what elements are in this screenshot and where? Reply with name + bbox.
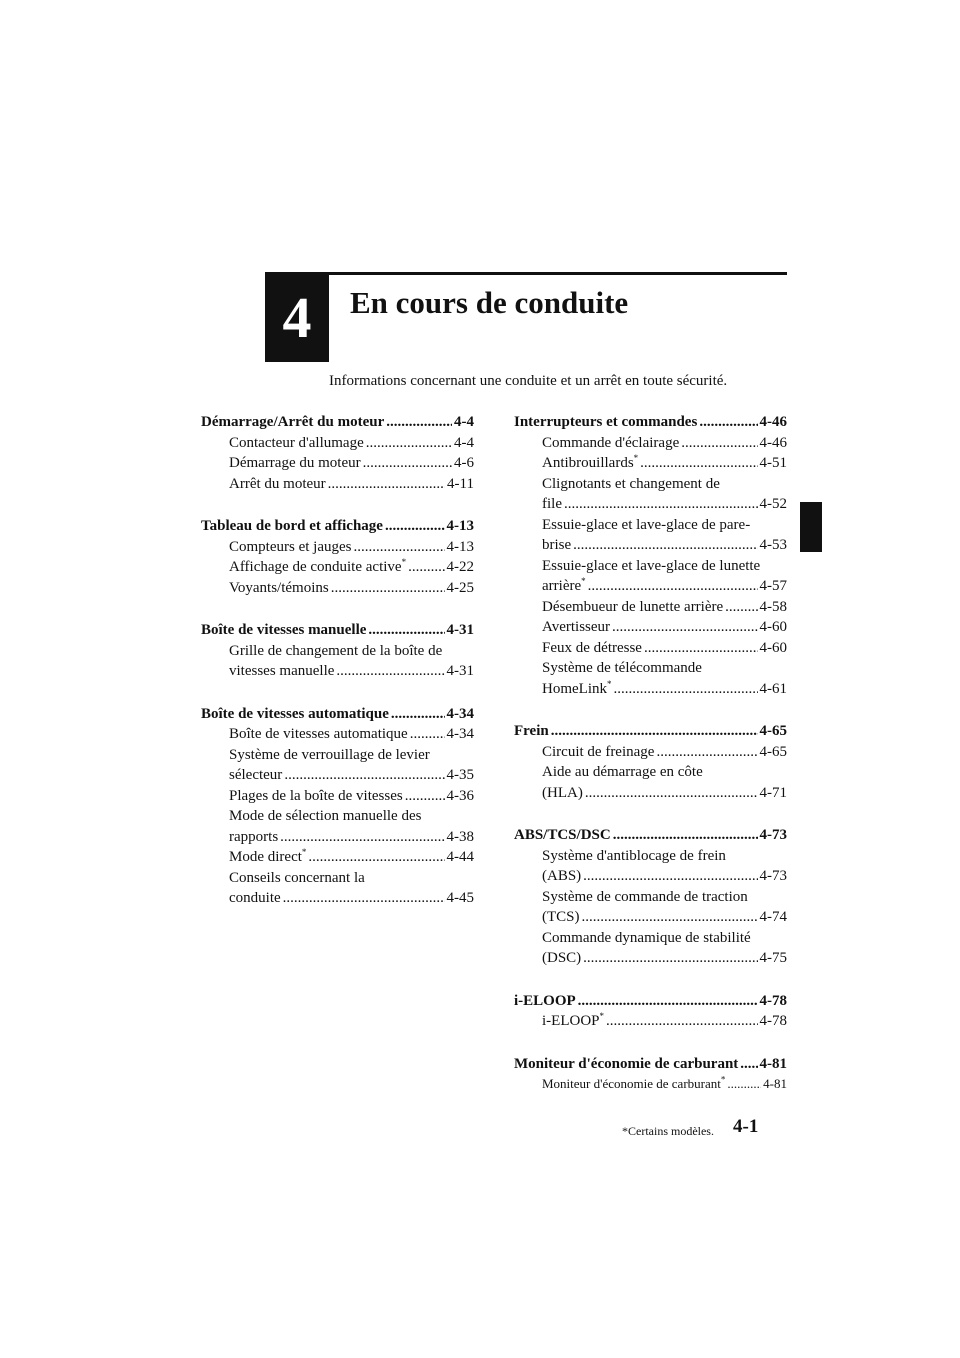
leader-dots bbox=[606, 1011, 758, 1032]
leader-dots bbox=[564, 494, 758, 515]
toc-entry-lead-text: Mode de sélection manuelle des bbox=[229, 808, 422, 824]
footnote-star: * bbox=[720, 1074, 726, 1085]
toc-entry-label: rapports bbox=[229, 828, 279, 845]
toc-entry-lead-text: Essuie-glace et lave-glace de pare- bbox=[542, 516, 751, 533]
leader-dots bbox=[405, 786, 445, 807]
footnote-star: * bbox=[633, 453, 639, 463]
toc-entry-label: (DSC) bbox=[542, 950, 582, 966]
toc-entry-text bbox=[229, 724, 408, 745]
toc-entry-label: Contacteur d'allumage bbox=[229, 434, 364, 451]
chapter-title: En cours de conduite bbox=[350, 285, 629, 320]
toc-entry-text bbox=[542, 433, 679, 454]
toc-entry-label: Boîte de vitesses automatique bbox=[229, 726, 408, 742]
page-number: 4-1 bbox=[733, 1116, 759, 1137]
toc-entry-lead-text: Commande dynamique de stabilité bbox=[542, 929, 751, 946]
toc-section bbox=[201, 620, 474, 682]
toc-heading[interactable] bbox=[514, 991, 787, 1012]
toc-entry[interactable] bbox=[201, 578, 474, 599]
toc-entry-lead[interactable] bbox=[514, 928, 787, 949]
toc-entry-text bbox=[542, 576, 586, 597]
toc-entry-text bbox=[229, 433, 364, 454]
toc-entry[interactable] bbox=[201, 433, 474, 454]
toc-entry-page: 4-51 bbox=[759, 455, 787, 471]
toc-heading-text: Frein bbox=[514, 723, 549, 739]
toc-entry-label: Désembueur de lunette arrière bbox=[542, 598, 724, 615]
leader-dots bbox=[386, 412, 452, 433]
toc-entry[interactable] bbox=[514, 742, 787, 763]
toc-entry[interactable] bbox=[514, 597, 787, 618]
toc-entry-label: Plages de la boîte de vitesses bbox=[229, 787, 403, 804]
toc-entry-page: 4-46 bbox=[759, 434, 787, 451]
toc-entry-lead[interactable] bbox=[514, 515, 787, 536]
toc-heading[interactable] bbox=[514, 412, 787, 433]
toc-section bbox=[201, 704, 474, 909]
leader-dots bbox=[640, 453, 757, 474]
toc-section bbox=[514, 721, 787, 803]
toc-entry-label: Démarrage du moteur bbox=[229, 455, 361, 471]
toc-entry[interactable] bbox=[514, 638, 787, 659]
toc-entry-label: sélecteur bbox=[229, 767, 283, 783]
toc-entry-text bbox=[542, 1074, 725, 1095]
leader-dots bbox=[331, 578, 445, 599]
toc-entry[interactable] bbox=[514, 783, 787, 804]
toc-entry[interactable] bbox=[201, 888, 474, 909]
toc-entry-label: Commande d'éclairage bbox=[542, 434, 680, 451]
toc-entry-page: 4-75 bbox=[759, 950, 787, 966]
title-rule bbox=[329, 272, 787, 275]
toc-entry-page: 4-52 bbox=[759, 496, 787, 512]
toc-heading-page: 4-13 bbox=[446, 518, 474, 534]
footnote-star: * bbox=[401, 557, 407, 567]
toc-heading[interactable] bbox=[201, 516, 474, 537]
leader-dots bbox=[385, 516, 445, 537]
leader-dots bbox=[283, 888, 445, 909]
toc-entry-text bbox=[542, 597, 723, 618]
toc-entry-lead[interactable] bbox=[201, 868, 474, 889]
toc-entry-text bbox=[229, 578, 329, 599]
toc-entry[interactable] bbox=[514, 1074, 787, 1095]
toc-heading-page: 4-81 bbox=[759, 1055, 787, 1072]
toc-entry-page: 4-74 bbox=[759, 909, 787, 925]
toc-entry-lead-text: Conseils concernant la bbox=[229, 869, 365, 886]
leader-dots bbox=[582, 907, 758, 928]
toc-entry-page: 4-81 bbox=[763, 1076, 787, 1091]
toc-entry-label: i-ELOOP bbox=[542, 1013, 600, 1029]
toc-entry[interactable] bbox=[201, 661, 474, 682]
toc-heading[interactable] bbox=[514, 825, 787, 846]
toc-heading-text: Boîte de vitesses manuelle bbox=[201, 622, 367, 638]
toc-entry-lead-text: Aide au démarrage en côte bbox=[542, 764, 703, 780]
toc-entry[interactable] bbox=[201, 474, 474, 495]
toc-entry-page: 4-61 bbox=[759, 680, 787, 697]
toc-entry-label: arrière bbox=[542, 578, 582, 594]
toc-entry-lead[interactable] bbox=[514, 658, 787, 679]
toc-entry-label: HomeLink bbox=[542, 680, 607, 697]
leader-dots bbox=[363, 453, 452, 474]
toc-heading-page: 4-78 bbox=[759, 992, 787, 1009]
toc-heading-text: Interrupteurs et commandes bbox=[514, 414, 698, 430]
leader-dots bbox=[328, 474, 445, 495]
footnote-star: * bbox=[607, 678, 612, 689]
leader-dots bbox=[284, 765, 444, 786]
toc-entry-lead-text: Système de télécommande bbox=[542, 660, 702, 676]
toc-entry-page: 4-53 bbox=[759, 537, 787, 553]
toc-entry-page: 4-38 bbox=[446, 828, 474, 845]
footnote-star: * bbox=[301, 847, 307, 857]
toc-entry[interactable] bbox=[514, 866, 787, 887]
toc-entry-page: 4-65 bbox=[759, 743, 787, 760]
toc-left-column bbox=[201, 412, 474, 931]
toc-entry-lead-text: Système de commande de traction bbox=[542, 888, 748, 905]
toc-entry-text bbox=[229, 453, 361, 474]
toc-entry-lead[interactable] bbox=[514, 474, 787, 495]
toc-entry-lead[interactable] bbox=[201, 745, 474, 766]
leader-dots bbox=[368, 620, 444, 641]
toc-entry-label: brise bbox=[542, 537, 572, 553]
toc-entry-text bbox=[542, 535, 571, 556]
leader-dots bbox=[410, 724, 445, 745]
toc-heading[interactable] bbox=[201, 620, 474, 641]
leader-dots bbox=[656, 742, 757, 763]
toc-heading-page: 4-34 bbox=[446, 705, 474, 722]
toc-entry-page: 4-13 bbox=[446, 538, 474, 555]
toc-entry[interactable] bbox=[514, 494, 787, 515]
toc-entry-text bbox=[229, 537, 351, 558]
toc-section bbox=[201, 516, 474, 598]
toc-entry-text bbox=[542, 1011, 604, 1032]
toc-entry-lead[interactable] bbox=[514, 846, 787, 867]
toc-section bbox=[201, 412, 474, 494]
toc-heading-page: 4-65 bbox=[759, 723, 787, 739]
toc-entry-page: 4-6 bbox=[454, 455, 474, 471]
footer-note: *Certains modèles. bbox=[622, 1124, 714, 1138]
toc-section bbox=[514, 991, 787, 1032]
toc-entry-page: 4-71 bbox=[759, 784, 787, 801]
toc-entry-label: (HLA) bbox=[542, 784, 583, 801]
leader-dots bbox=[583, 948, 757, 969]
toc-entry-page: 4-73 bbox=[759, 868, 787, 884]
toc-entry-page: 4-44 bbox=[446, 849, 474, 865]
toc-entry[interactable] bbox=[514, 679, 787, 700]
toc-entry-text bbox=[542, 638, 642, 659]
toc-entry-label: Circuit de freinage bbox=[542, 743, 655, 760]
toc-heading-text: Tableau de bord et affichage bbox=[201, 518, 383, 534]
toc-heading-text: ABS/TCS/DSC bbox=[514, 827, 611, 843]
toc-entry[interactable] bbox=[514, 535, 787, 556]
toc-entry-label: Mode direct bbox=[229, 849, 302, 865]
toc-entry-text bbox=[229, 827, 278, 848]
toc-entry[interactable] bbox=[514, 907, 787, 928]
toc-heading-page: 4-46 bbox=[759, 414, 787, 430]
toc-entry-page: 4-4 bbox=[454, 434, 474, 451]
toc-entry-lead-text: Clignotants et changement de bbox=[542, 475, 720, 492]
toc-heading[interactable] bbox=[201, 412, 474, 433]
leader-dots bbox=[588, 576, 758, 597]
toc-entry-text bbox=[542, 617, 610, 638]
toc-entry[interactable] bbox=[514, 1011, 787, 1032]
toc-entry-page: 4-11 bbox=[447, 475, 474, 492]
footnote-star: * bbox=[599, 1011, 604, 1021]
toc-entry-label: file bbox=[542, 496, 562, 512]
toc-entry-lead-text: Essuie-glace et lave-glace de lunette bbox=[542, 557, 761, 574]
toc-entry-page: 4-36 bbox=[446, 787, 474, 804]
toc-entry[interactable] bbox=[201, 453, 474, 474]
chapter-intro: Informations concernant une conduite et un arrêt en toute sécurité. bbox=[329, 373, 728, 389]
toc-section bbox=[514, 412, 787, 699]
toc-entry[interactable] bbox=[514, 576, 787, 597]
toc-entry-text bbox=[542, 907, 580, 928]
leader-dots bbox=[740, 1054, 757, 1075]
toc-entry[interactable] bbox=[201, 557, 474, 578]
toc-entry-text bbox=[229, 888, 281, 909]
toc-heading-text: Moniteur d'économie de carburant bbox=[514, 1055, 739, 1072]
toc-entry-text bbox=[229, 847, 306, 868]
toc-entry-label: vitesses manuelle bbox=[229, 663, 335, 679]
toc-entry-page: 4-22 bbox=[446, 559, 474, 575]
toc-entry-text bbox=[542, 783, 583, 804]
leader-dots bbox=[585, 783, 758, 804]
toc-entry[interactable] bbox=[514, 453, 787, 474]
toc-entry-text bbox=[229, 474, 326, 495]
toc-entry-page: 4-60 bbox=[759, 639, 787, 656]
leader-dots bbox=[725, 597, 757, 618]
toc-entry-label: Antibrouillards bbox=[542, 455, 634, 471]
footnote-star: * bbox=[581, 576, 586, 586]
toc-entry[interactable] bbox=[201, 847, 474, 868]
toc-entry[interactable] bbox=[514, 617, 787, 638]
leader-dots bbox=[353, 537, 444, 558]
toc-heading-text: Démarrage/Arrêt du moteur bbox=[201, 414, 385, 430]
toc-entry-label: Avertisseur bbox=[542, 619, 611, 635]
leader-dots bbox=[644, 638, 758, 659]
toc-entry-lead[interactable] bbox=[514, 887, 787, 908]
toc-entry[interactable] bbox=[201, 724, 474, 745]
toc-entry-label: Moniteur d'économie de carburant bbox=[542, 1076, 721, 1091]
toc-entry-text bbox=[542, 948, 581, 969]
chapter-number: 4 bbox=[282, 284, 312, 350]
toc-heading[interactable] bbox=[514, 721, 787, 742]
toc-section bbox=[514, 825, 787, 969]
toc-section bbox=[514, 1054, 787, 1095]
toc-entry-lead-text: Système d'antiblocage de frein bbox=[542, 847, 726, 864]
leader-dots bbox=[583, 866, 757, 887]
toc-entry-page: 4-57 bbox=[759, 578, 787, 594]
toc-entry-label: Voyants/témoins bbox=[229, 579, 329, 596]
leader-dots bbox=[391, 704, 445, 725]
toc-entry-label: Feux de détresse bbox=[542, 639, 642, 656]
toc-entry[interactable] bbox=[201, 827, 474, 848]
leader-dots bbox=[614, 679, 758, 700]
toc-heading-page: 4-73 bbox=[759, 827, 787, 843]
leader-dots bbox=[308, 847, 444, 868]
toc-entry-page: 4-34 bbox=[446, 726, 474, 742]
toc-entry-page: 4-60 bbox=[759, 619, 787, 635]
toc-heading[interactable] bbox=[201, 704, 474, 725]
toc-entry-page: 4-25 bbox=[446, 579, 474, 596]
toc-entry-text bbox=[229, 765, 282, 786]
toc-entry-text bbox=[542, 742, 654, 763]
leader-dots bbox=[280, 827, 444, 848]
toc-entry-page: 4-78 bbox=[759, 1013, 787, 1029]
leader-dots bbox=[366, 433, 452, 454]
toc-entry-text bbox=[542, 494, 562, 515]
toc-entry-label: (TCS) bbox=[542, 909, 580, 925]
leader-dots bbox=[408, 557, 444, 578]
toc-entry-page: 4-31 bbox=[446, 663, 474, 679]
toc-entry-text bbox=[542, 679, 612, 700]
toc-entry-label: Arrêt du moteur bbox=[229, 475, 326, 492]
toc-entry-lead[interactable] bbox=[201, 641, 474, 662]
toc-entry-page: 4-35 bbox=[446, 767, 474, 783]
toc-entry[interactable] bbox=[201, 765, 474, 786]
toc-entry-lead-text: Système de verrouillage de levier bbox=[229, 746, 430, 763]
toc-entry-label: (ABS) bbox=[542, 868, 582, 884]
toc-entry[interactable] bbox=[514, 948, 787, 969]
leader-dots bbox=[336, 661, 444, 682]
leader-dots bbox=[578, 991, 758, 1012]
toc-entry[interactable] bbox=[514, 433, 787, 454]
toc-entry-text bbox=[542, 453, 638, 474]
leader-dots bbox=[612, 617, 757, 638]
toc-entry-lead[interactable] bbox=[514, 556, 787, 577]
chapter-side-tab bbox=[800, 502, 822, 552]
toc-entry-lead[interactable] bbox=[514, 762, 787, 783]
toc-entry-label: Affichage de conduite active bbox=[229, 559, 402, 575]
toc-entry-label: Compteurs et jauges bbox=[229, 538, 352, 555]
toc-heading-page: 4-31 bbox=[446, 622, 474, 638]
toc-right-column bbox=[514, 412, 787, 1117]
toc-heading-text: Boîte de vitesses automatique bbox=[201, 705, 389, 722]
toc-entry-text bbox=[229, 786, 403, 807]
toc-entry-lead[interactable] bbox=[201, 806, 474, 827]
chapter-number-box bbox=[265, 272, 329, 362]
toc-entry-page: 4-45 bbox=[446, 890, 474, 906]
leader-dots bbox=[699, 412, 757, 433]
toc-entry-lead-text: Grille de changement de la boîte de bbox=[229, 642, 443, 659]
toc-entry[interactable] bbox=[201, 786, 474, 807]
toc-heading[interactable] bbox=[514, 1054, 787, 1075]
leader-dots bbox=[573, 535, 757, 556]
leader-dots bbox=[551, 721, 758, 742]
toc-entry-text bbox=[229, 557, 406, 578]
toc-entry-text bbox=[229, 661, 334, 682]
leader-dots bbox=[681, 433, 757, 454]
toc-entry-label: conduite bbox=[229, 890, 281, 906]
toc-heading-text: i-ELOOP bbox=[514, 992, 576, 1009]
toc-entry-text bbox=[542, 866, 581, 887]
toc-heading-page: 4-4 bbox=[454, 414, 474, 430]
leader-dots bbox=[613, 825, 758, 846]
toc-entry-page: 4-58 bbox=[759, 598, 787, 615]
leader-dots bbox=[727, 1074, 761, 1095]
toc-entry[interactable] bbox=[201, 537, 474, 558]
